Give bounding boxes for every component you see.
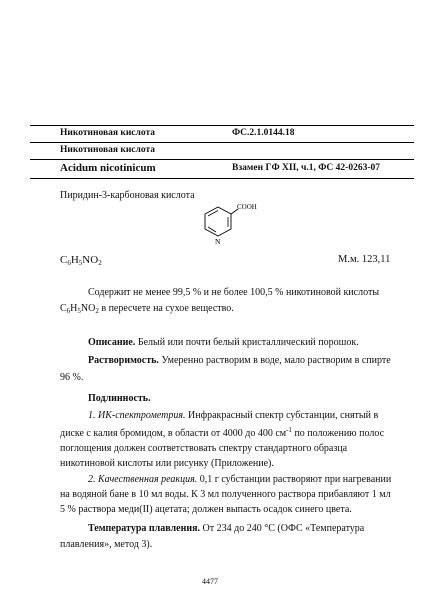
solubility-label: Растворимость.	[88, 355, 159, 366]
ir-paragraph: 1. ИК-спектрометрия. Инфракрасный спектр субстанции, снятый в диске с калия бромидом, в области от 4000 до 400 $см^{-1}$ по положению полос поглощения должен соответствовать спектру стандартного образца никотиновой кислоты или рисунку (Приложение).	[60, 410, 385, 469]
monograph-name-ru: Никотиновая кислота	[60, 128, 156, 138]
melting-label: Температура плавления.	[88, 523, 201, 534]
structure-diagram	[185, 200, 265, 260]
qual-label: 2. Качественная реакция.	[88, 474, 198, 485]
content-paragraph: Содержит не менее 99,5 % и не более 100,5 % никотиновой кислоты $C_6H_5NO_2$ в пересчете на сухое вещество.	[60, 287, 380, 315]
n-label: N	[215, 237, 221, 246]
fs-code: ФС.2.1.0144.18	[232, 128, 295, 138]
monograph-name-latin: Acidum nicotinicum	[60, 162, 156, 174]
ir-label: 1. ИК-спектрометрия.	[88, 410, 186, 421]
monograph-name-ru-2: Никотиновая кислота	[60, 145, 156, 155]
header-bottom-rule	[30, 178, 414, 179]
qual-paragraph: 2. Качественная реакция. 0,1 г субстанции растворяют при нагревании на водяной бане в 10 мл воды. К 3 мл полученного раствора прибавляют 1 мл 5 % раствора меди(II) ацетата; должен выпасть осадок синего цвета.	[60, 474, 392, 515]
header-top-rule	[30, 125, 414, 126]
header-rule-1	[30, 142, 414, 143]
melting-paragraph: Температура плавления. От 234 до 240 °С (ОФС «Температура плавления», метод 3).	[60, 523, 365, 550]
page-number: 4477	[202, 577, 218, 586]
solubility-paragraph: Растворимость. Умеренно растворим в воде, мало растворим в спирте 96 %.	[60, 355, 391, 383]
identity-heading: Подлинность.	[88, 393, 151, 404]
iupac-name: Пиридин-3-карбоновая кислота	[60, 190, 195, 201]
cooh-label: COOH	[237, 203, 257, 211]
description-paragraph: Описание. Белый или почти белый кристаллический порошок.	[88, 337, 359, 348]
content-formula: $C_6H_5NO_2$	[60, 303, 99, 315]
replaces-note: Взамен ГФ XII, ч.1, ФС 42-0263-07	[232, 163, 380, 173]
molecular-formula: $C_6H_5NO_2$	[60, 254, 102, 267]
header-rule-2	[30, 159, 414, 160]
description-label: Описание.	[88, 337, 136, 348]
pyridine-ring	[205, 207, 231, 236]
molecular-weight: М.м. 123,11	[338, 254, 391, 265]
